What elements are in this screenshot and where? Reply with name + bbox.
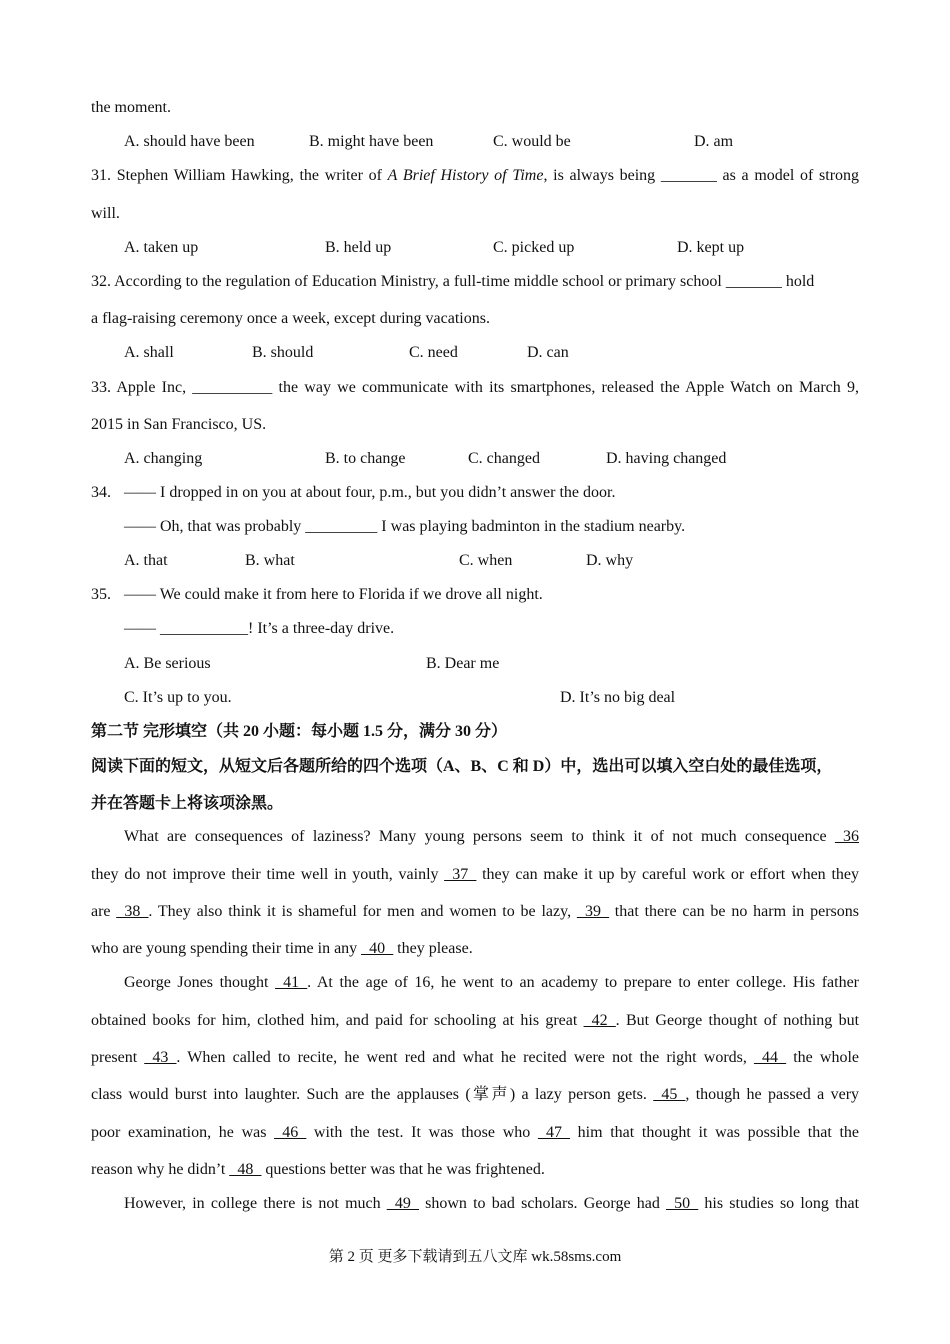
text: the whole bbox=[793, 1049, 860, 1066]
q32-option-b: B. should bbox=[252, 344, 314, 361]
passage-p1-line3 bbox=[91, 901, 859, 923]
text: class would burst into laughter. Such are the applauses (掌声) a lazy person gets. bbox=[91, 1086, 647, 1103]
q30-option-b: B. might have been bbox=[309, 133, 434, 150]
section-heading: 第二节 完形填空（共 20 小题：每小题 1.5 分，满分 30 分） bbox=[91, 723, 508, 740]
blank-47: _47_ bbox=[537, 1124, 570, 1141]
blank-36: _36 bbox=[835, 828, 859, 845]
q34-dialogue-line1: —— I dropped in on you at about four, p.m., but you didn’t answer the door. bbox=[124, 484, 616, 501]
text: are bbox=[91, 903, 111, 920]
text: George Jones thought bbox=[124, 974, 269, 991]
passage-p1-line4 bbox=[91, 938, 859, 960]
text: However, in college there is not much bbox=[124, 1195, 381, 1212]
q32-stem-line2: a flag-raising ceremony once a week, except during vacations. bbox=[91, 310, 490, 327]
q35-option-b: B. Dear me bbox=[426, 655, 500, 672]
q31-book-title: A Brief History of Time bbox=[387, 167, 544, 184]
blank-39: _39_ bbox=[576, 903, 609, 920]
blank-44: _44_ bbox=[754, 1049, 787, 1066]
text: who are young spending their time in any bbox=[91, 940, 358, 957]
q35-dialogue-line1: —— We could make it from here to Florida if we drove all night. bbox=[124, 586, 543, 603]
q31-number: 31. bbox=[91, 167, 111, 184]
blank-49: _49_ bbox=[386, 1195, 419, 1212]
text: , though he passed a very bbox=[685, 1086, 860, 1103]
text: his studies so long that bbox=[704, 1195, 860, 1212]
q32-stem-line1: 32. According to the regulation of Education Ministry, a full-time middle school or primary school _______ hold bbox=[91, 273, 815, 290]
q34-dialogue-line2: —— Oh, that was probably _________ I was playing badminton in the stadium nearby. bbox=[124, 518, 686, 535]
blank-45: _45_ bbox=[653, 1086, 686, 1103]
q34-option-a: A. that bbox=[124, 552, 168, 569]
text: that there can be no harm in persons bbox=[614, 903, 860, 920]
q35-number: 35. bbox=[91, 586, 111, 603]
text: poor examination, he was bbox=[91, 1124, 267, 1141]
q33-option-c: C. changed bbox=[468, 450, 540, 467]
q33-stem-line2: 2015 in San Francisco, US. bbox=[91, 416, 267, 433]
q32-option-d: D. can bbox=[527, 344, 569, 361]
blank-42: _42_ bbox=[583, 1012, 616, 1029]
blank-43: _43_ bbox=[144, 1049, 177, 1066]
section-instruction-line1: 阅读下面的短文，从短文后各题所给的四个选项（A、B、C 和 D）中，选出可以填入空白处的最佳选项， bbox=[91, 758, 833, 775]
q33-stem-line1: 33. Apple Inc, __________ the way we communicate with its smartphones, released the Apple Watch on March 9, bbox=[91, 379, 859, 396]
text: reason why he didn’t bbox=[91, 1161, 226, 1178]
q34-number: 34. bbox=[91, 484, 111, 501]
q35-option-a: A. Be serious bbox=[124, 655, 211, 672]
text: they do not improve their time well in youth, vainly bbox=[91, 866, 439, 883]
blank-50: _50_ bbox=[666, 1195, 699, 1212]
passage-p1-line2 bbox=[91, 864, 859, 886]
passage-p2-line1 bbox=[124, 972, 859, 994]
q30-option-a: A. should have been bbox=[124, 133, 255, 150]
q31-option-c: C. picked up bbox=[493, 239, 575, 256]
text: present bbox=[91, 1049, 138, 1066]
passage-p3-line1 bbox=[124, 1193, 859, 1215]
passage-p2-line3 bbox=[91, 1047, 859, 1069]
q35-option-d: D. It’s no big deal bbox=[560, 689, 676, 706]
q31-tail: will. bbox=[91, 205, 120, 222]
q33-option-a: A. changing bbox=[124, 450, 203, 467]
blank-46: _46_ bbox=[274, 1124, 307, 1141]
q31-stem-a: Stephen William Hawking, the writer of bbox=[116, 167, 382, 184]
q31-option-a: A. taken up bbox=[124, 239, 199, 256]
passage-p1-line1 bbox=[124, 826, 859, 848]
text: questions better was that he was frightened. bbox=[265, 1161, 545, 1178]
text: . But George thought of nothing but bbox=[615, 1012, 860, 1029]
q33-option-d: D. having changed bbox=[606, 450, 727, 467]
passage-p2-line6 bbox=[91, 1159, 859, 1181]
blank-38: _38_ bbox=[116, 903, 149, 920]
blank-41: _41_ bbox=[275, 974, 308, 991]
q30-tail: the moment. bbox=[91, 99, 171, 116]
q32-option-c: C. need bbox=[409, 344, 458, 361]
text: they please. bbox=[397, 940, 473, 957]
q30-option-c: C. would be bbox=[493, 133, 571, 150]
q31-option-b: B. held up bbox=[325, 239, 392, 256]
passage-p2-line5 bbox=[91, 1122, 859, 1144]
text: . When called to recite, he went red and what he recited were not the right words, bbox=[176, 1049, 747, 1066]
text: . At the age of 16, he went to an academy to prepare to enter college. His father bbox=[307, 974, 859, 991]
q31-stem-b: , is always being _______ as a model of strong bbox=[543, 167, 860, 184]
q32-option-a: A. shall bbox=[124, 344, 174, 361]
text: What are consequences of laziness? Many young persons seem to think it of not much consequence bbox=[124, 828, 827, 845]
blank-40: _40_ bbox=[361, 940, 394, 957]
text: him that thought it was possible that the bbox=[577, 1124, 860, 1141]
passage-p2-line2 bbox=[91, 1010, 859, 1032]
text: . They also think it is shameful for men and women to be lazy, bbox=[148, 903, 572, 920]
text: obtained books for him, clothed him, and paid for schooling at his great bbox=[91, 1012, 578, 1029]
passage-p2-line4 bbox=[91, 1084, 859, 1106]
q33-option-b: B. to change bbox=[325, 450, 406, 467]
section-instruction-line2: 并在答题卡上将该项涂黑。 bbox=[91, 795, 284, 812]
text: they can make it up by careful work or effort when they bbox=[482, 866, 860, 883]
page-footer: 第 2 页 更多下载请到五八文库 wk.58sms.com bbox=[328, 1249, 622, 1265]
q34-option-b: B. what bbox=[245, 552, 295, 569]
q31-option-d: D. kept up bbox=[677, 239, 745, 256]
q34-option-c: C. when bbox=[459, 552, 513, 569]
q35-dialogue-line2: —— ___________! It’s a three-day drive. bbox=[124, 620, 395, 637]
blank-37: _37_ bbox=[444, 866, 477, 883]
blank-48: _48_ bbox=[229, 1161, 262, 1178]
text: shown to bad scholars. George had bbox=[425, 1195, 660, 1212]
q35-option-c: C. It’s up to you. bbox=[124, 689, 232, 706]
text: with the test. It was those who bbox=[313, 1124, 531, 1141]
q31-stem bbox=[91, 165, 859, 187]
q34-option-d: D. why bbox=[586, 552, 634, 569]
q30-option-d: D. am bbox=[694, 133, 734, 150]
